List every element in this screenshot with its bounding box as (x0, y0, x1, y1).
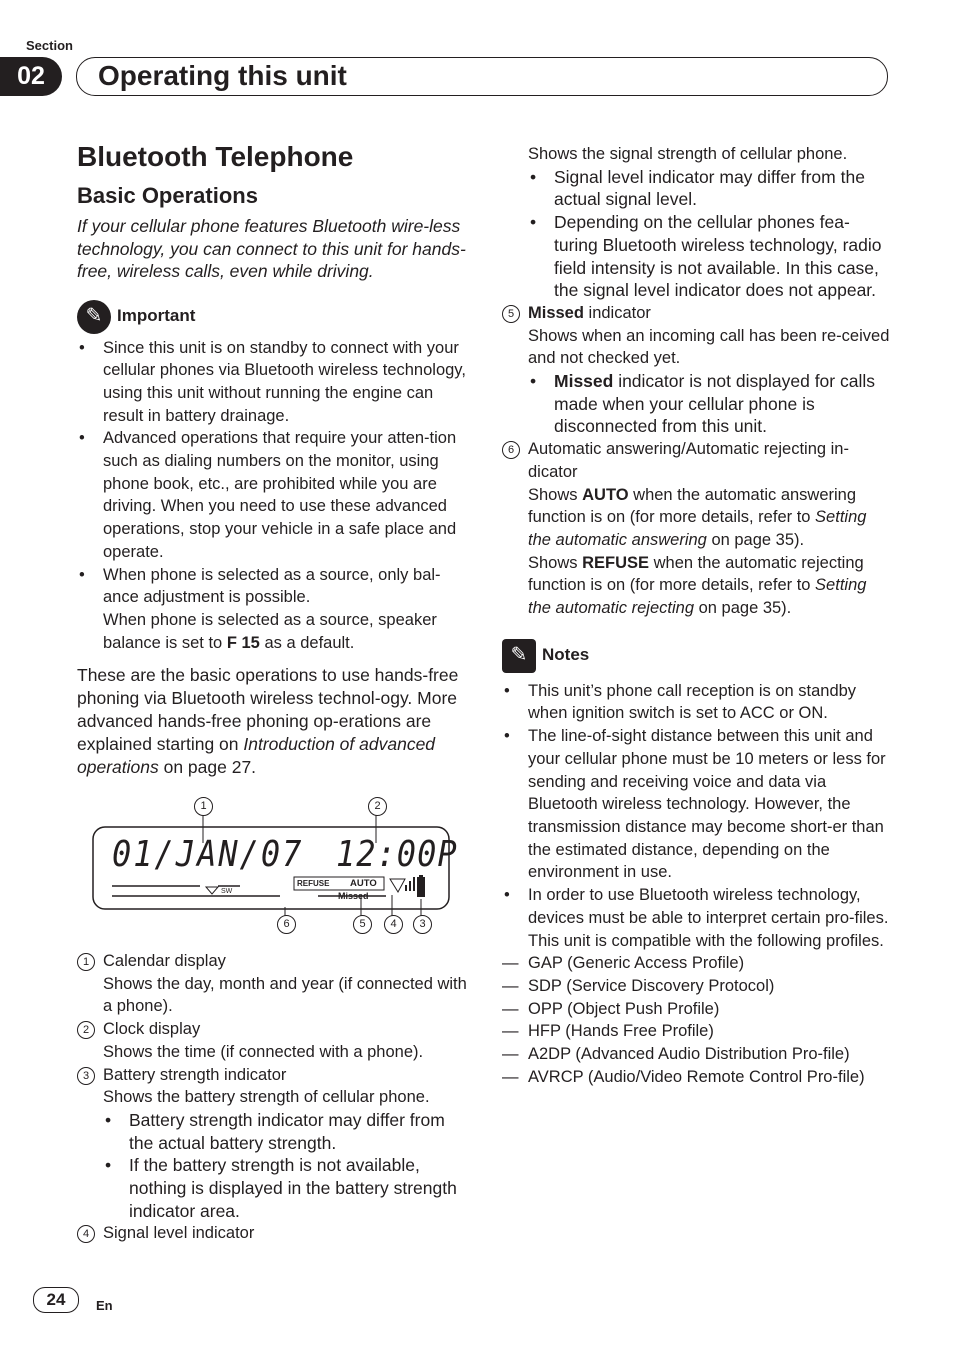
list-item: • If the battery strength is not available, nothing is displayed in the battery strength indicator area. (103, 1154, 467, 1222)
item-calendar-label (77, 950, 467, 973)
list-item: • Signal level indicator may differ from the actual signal level. (528, 166, 890, 211)
lcd-auto: AUTO (350, 878, 377, 889)
item-auto-label (502, 438, 890, 483)
lcd-missed: Missed (338, 891, 369, 901)
list-item: — HFP (Hands Free Profile) (502, 1020, 890, 1043)
callout-4: 4 (384, 915, 403, 934)
item-missed-desc: Shows when an incoming call has been re-ceived and not checked yet. (528, 326, 890, 368)
item-label-text: Calendar display (103, 952, 226, 970)
item-number: 1 (77, 953, 95, 971)
desc-text: on page 35). (706, 530, 805, 549)
page-title: Bluetooth Telephone (77, 141, 354, 172)
list-item: — A2DP (Advanced Audio Distribution Pro-file) (502, 1043, 890, 1066)
item-number: 2 (77, 1021, 95, 1039)
paragraph-text: on page 27. (158, 756, 257, 777)
list-item-text: indicator is not displayed for calls made when your cellular phone is disconnected from this unit. (554, 371, 875, 437)
lcd-refuse: REFUSE (297, 879, 330, 888)
signal-desc: Shows the signal strength of cellular phone. (528, 145, 848, 163)
item-signal-label (77, 1222, 467, 1245)
subtitle: Basic Operations (77, 183, 258, 208)
desc-text: when the automatic rejecting function is on (for more details, refer to (528, 553, 864, 595)
list-item-text: When phone is selected as a source, speaker balance is set to (103, 610, 437, 652)
item-number: 3 (77, 1067, 95, 1085)
paragraph-reference: Introduction of advanced operations (77, 733, 436, 777)
profiles-list (502, 952, 890, 1088)
list-item: — OPP (Object Push Profile) (502, 998, 890, 1021)
list-item-bold: Missed (554, 371, 614, 392)
desc-text: on page 35). (694, 599, 792, 618)
pencil-icon: ✎ (502, 639, 536, 673)
item-label-text: Signal level indicator (103, 1224, 255, 1243)
important-title: Important (117, 306, 196, 326)
desc-text: when the automatic answering function is on (for more details, refer to (528, 485, 857, 527)
important-callout (77, 299, 467, 335)
notes-title: Notes (542, 645, 590, 665)
list-item: — AVRCP (Audio/Video Remote Control Pro-file) (502, 1066, 890, 1089)
section-label: Section (26, 38, 73, 53)
item-clock-label (77, 1018, 467, 1041)
callout-5: 5 (353, 915, 372, 934)
basic-ops-paragraph (77, 664, 467, 778)
callout-3: 3 (413, 915, 432, 934)
right-column (502, 143, 890, 1088)
item-label-text: Automatic answering/Automatic rejecting in-dicator (528, 440, 849, 481)
item-label-text: Battery strength indicator (103, 1065, 287, 1084)
item-missed-label (502, 302, 890, 325)
important-list (77, 337, 467, 655)
item-label-bold: Missed (528, 303, 584, 322)
item-battery-label (77, 1064, 467, 1087)
item-label-text: Clock display (103, 1020, 201, 1039)
section-title: Operating this unit (98, 60, 347, 91)
missed-bullets (528, 370, 890, 438)
item-refuse-desc (502, 552, 890, 620)
list-item (528, 370, 890, 438)
list-item: • Advanced operations that require your atten-tion such as dialing numbers on the monitor, using phone book, etc., are prohibited while you are driving. When you need to use these advanced operations, stop your vehicle in a safe place and operate. (77, 427, 467, 563)
list-item-text: as a default. (259, 633, 355, 652)
intro-text: If your cellular phone features Bluetooth wire-less technology, you can connect to this unit for hands-free, wireless calls, even while driving. (77, 216, 466, 281)
list-item-text: When phone is selected as a source, only bal-ance adjustment is possible. (103, 565, 441, 607)
page-number: 24 (33, 1287, 79, 1313)
notes-callout (502, 638, 890, 674)
paragraph-text: These are the basic operations to use hands-free phoning via Bluetooth wireless technol-ogy. More advanced hands-free phoning op-erations are explained starting on (77, 665, 459, 754)
important-icon: ✎ (77, 300, 111, 334)
list-item: • The line-of-sight distance between this unit and your cellular phone must be 10 meters or less for sending and receiving voice and data via Bluetooth wireless technology. However, the transmission distance may become short-er than the estimated distance, depending on the environment in use. (502, 725, 890, 884)
desc-reference: Setting the automatic rejecting (528, 576, 867, 618)
desc-bold: AUTO (582, 485, 629, 504)
item-calendar-desc: Shows the day, month and year (if connected with a phone). (103, 974, 467, 1016)
list-item: — SDP (Service Discovery Protocol) (502, 975, 890, 998)
signal-bullets (528, 166, 890, 302)
list-item: • Battery strength indicator may differ from the actual battery strength. (103, 1109, 467, 1154)
desc-text: Shows (528, 485, 583, 504)
item-auto-desc (502, 484, 890, 552)
lcd-date: 01/JAN/07 (112, 833, 304, 875)
left-column (77, 140, 467, 778)
item-number: 6 (502, 441, 520, 459)
list-item: • Since this unit is on standby to connect with your cellular phones via Bluetooth wireless technology, using this unit without running the engine can result in battery drainage. (77, 337, 467, 428)
desc-bold: REFUSE (582, 553, 650, 572)
callout-6: 6 (277, 915, 296, 934)
item-number: 5 (502, 305, 520, 323)
item-battery-desc: Shows the battery strength of cellular phone. (103, 1088, 430, 1107)
item-clock-desc: Shows the time (if connected with a phone). (103, 1042, 424, 1061)
notes-list (502, 680, 890, 952)
lcd-sw: SW (221, 888, 233, 895)
callout-1: 1 (194, 797, 213, 816)
desc-reference: Setting the automatic answering (528, 508, 867, 549)
desc-text: Shows (528, 553, 583, 572)
section-number: 02 (0, 57, 62, 96)
list-item: — GAP (Generic Access Profile) (502, 952, 890, 975)
item-number: 4 (77, 1225, 95, 1243)
list-item-bold: F 15 (226, 633, 260, 652)
display-items-list (77, 950, 467, 1245)
item-label-text: indicator (583, 303, 651, 322)
list-item: • This unit’s phone call reception is on standby when ignition switch is set to ACC or ON. (502, 680, 890, 725)
callout-2: 2 (368, 797, 387, 816)
display-illustration (90, 795, 458, 940)
language-label: En (96, 1298, 113, 1313)
battery-bullets (103, 1109, 467, 1223)
lcd-time: 12:00P (336, 833, 458, 875)
list-item: • In order to use Bluetooth wireless technology, devices must be able to interpret certain pro-files. This unit is compatible with the following profiles. (502, 884, 890, 952)
list-item (77, 564, 467, 655)
list-item: • Depending on the cellular phones fea-turing Bluetooth wireless technology, radio field intensity is not available. In this case, the signal level indicator does not appear. (528, 211, 890, 302)
